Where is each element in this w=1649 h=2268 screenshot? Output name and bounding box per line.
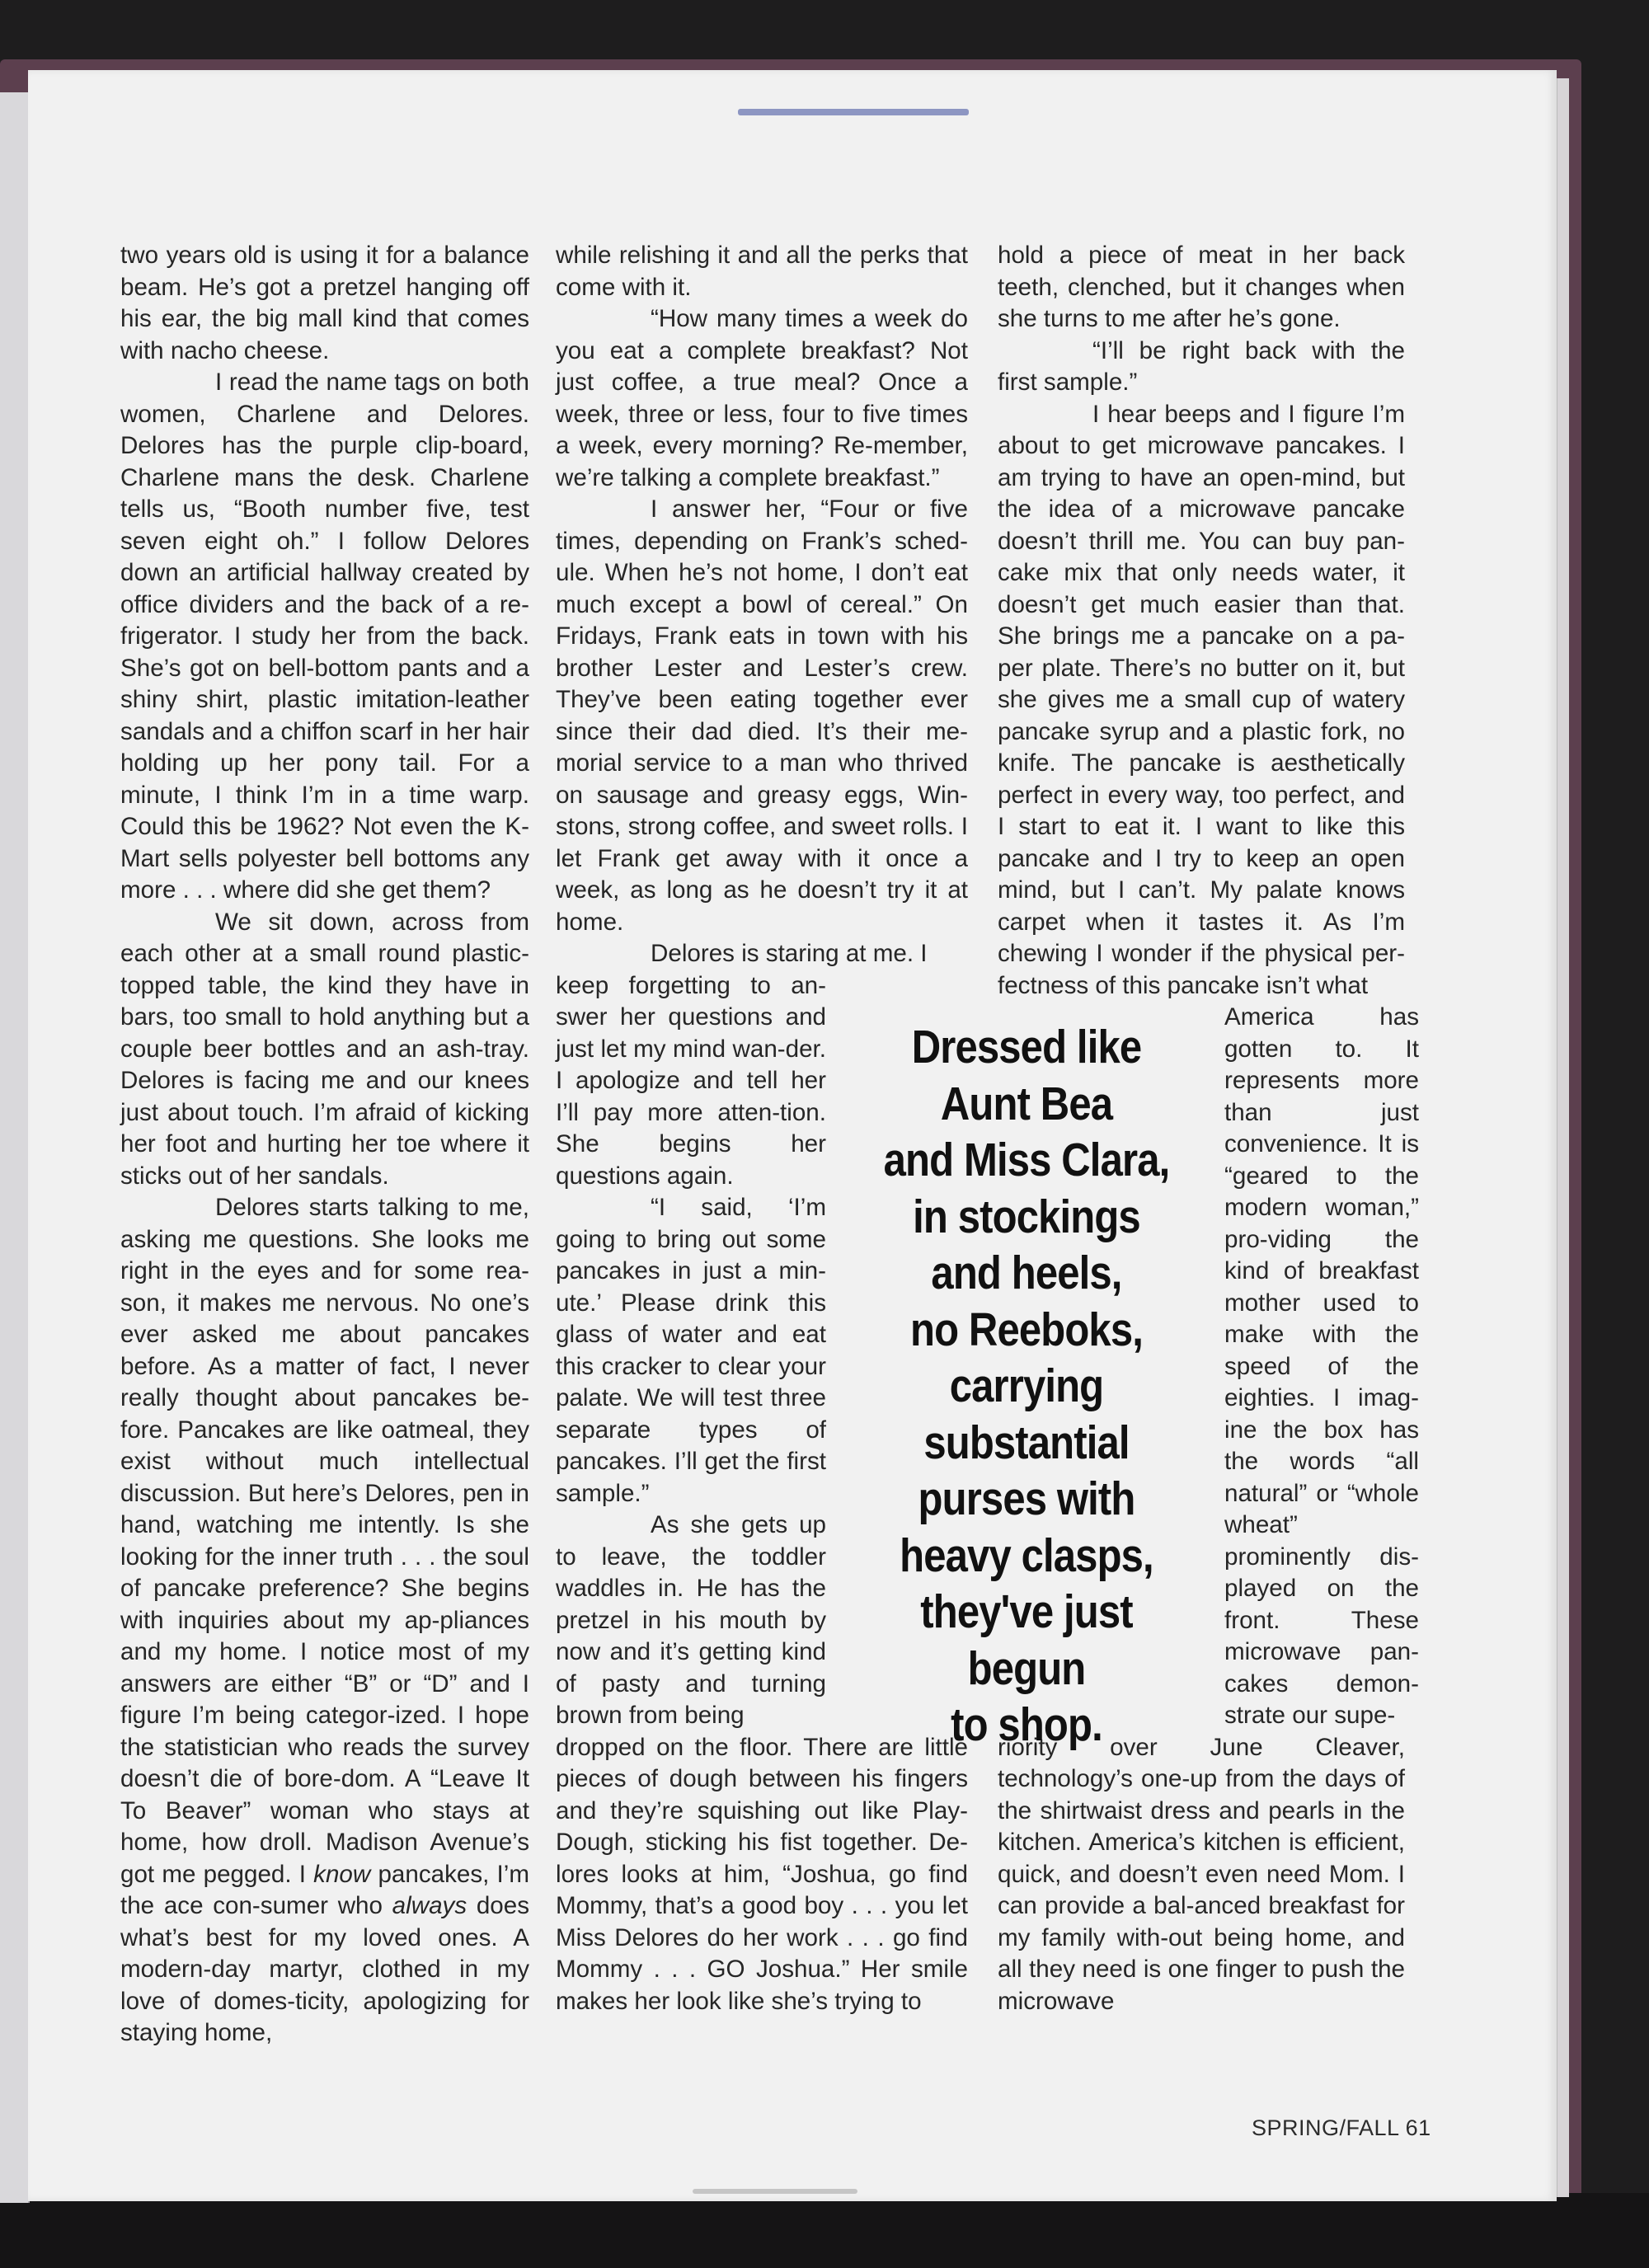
paragraph: Delores is staring at me. I — [651, 940, 928, 967]
page-folio: SPRING/FALL 61 — [1252, 2115, 1431, 2140]
pull-quote-line: to shop. — [951, 1698, 1102, 1751]
text-column-1 — [120, 240, 529, 2050]
pull-quote-line: no Reeboks, — [909, 1303, 1143, 1356]
facing-page-edge — [0, 92, 30, 2203]
paragraph: I read the name tags on both women, Charlene and Delores. Delores has the purple clip-board, Charlene mans the desk. Charlene tells us, “Booth number five, test seven eight oh.” I follow Delores down an artificial hallway created by office dividers and the back of a re-frigerator. I study her from the back. She’s got on bell-bottom pants and a shiny shirt, plastic imitation-leather sandals and a chiffon scarf in her hair holding up her pony tail. For a minute, I think I’m in a time warp. Could this be 1962? Not even the K-Mart sells polyester bell bottoms any more . . . where did she get them? — [120, 369, 529, 904]
pull-quote-line: Aunt Bea — [940, 1077, 1113, 1130]
pull-quote-line: heavy clasps, — [900, 1528, 1153, 1582]
pull-quote-line: and Miss Clara, — [883, 1134, 1170, 1186]
paragraph: I answer her, “Four or five times, depending on Frank’s sched-ule. When he’s not home, I don’t eat much except a bowl of cereal.” On Fridays, Frank eats in town with his brother Lester and Lester’s crew. They’ve been eating together ever since their dad died. It’s their me-morial service to a man who thrived on sausage and greasy eggs, Win-stons, strong coffee, and sweet rolls. I let Frank get away with it once a week, as long as he doesn’t try it at home. — [556, 495, 968, 936]
paragraph: two years old is using it for a balance beam. He’s got a pretzel hanging off his ear, the big mall kind that comes with nacho cheese. — [120, 242, 529, 364]
wrapped-text — [1224, 1002, 1419, 1732]
paragraph: while relishing it and all the perks that come with it. — [556, 242, 968, 301]
paragraph: hold a piece of meat in her back teeth, clenched, but it changes when she turns to me after he’s gone. — [998, 242, 1405, 332]
page-edges — [1557, 78, 1569, 2197]
pull-quote-line: and heels, — [931, 1247, 1122, 1299]
paragraph-text: pancakes, I’m the ace con-sumer who — [120, 1860, 529, 1919]
pull-quote-line: carrying substantial — [923, 1359, 1130, 1469]
paragraph: “I’ll be right back with the first sample.” — [998, 336, 1405, 396]
background — [0, 2193, 1649, 2268]
wrapped-text — [556, 970, 826, 1732]
pull-quote-line: Dressed like — [911, 1021, 1142, 1073]
pull-quote-line: they've just — [920, 1585, 1133, 1638]
pull-quote — [860, 1019, 1193, 1754]
emphasis: know — [313, 1860, 371, 1888]
paragraph: “How many times a week do you eat a complete breakfast? Not just coffee, a true meal? Once a week, three or less, four to five times a week, every morning? Re-member, we’re talking a complete breakfast.” — [556, 305, 968, 491]
paragraph: I hear beeps and I figure I’m about to get microwave pancakes. I am trying to have an open-mind, but the idea of a microwave pancake doesn’t thrill me. You can buy pan-cake mix that only needs water, it doesn’t get much easier than that. She brings me a pancake on a pa-per plate. There’s no butter on it, but she gives me a small cup of watery pancake syrup and a plastic fork, no knife. The pancake is aesthetically perfect in every way, too perfect, and I start to eat it. I want to like this pancake and I try to keep an open mind, but I can’t. My palate knows carpet when it tastes it. As I’m chewing I wonder if the physical per-fectness of this pancake isn’t what — [998, 400, 1405, 999]
paragraph: America has gotten to. It represents more than just convenience. It is “geared to the modern woman,” pro-viding the kind of breakfast mother used to make with the speed of the eighties. I imag-ine the box has the words “all natural” or “whole wheat” prominently dis-played on the front. These microwave pan-cakes demon-strate our supe- — [1224, 1003, 1419, 1729]
paragraph: dropped on the floor. There are little pieces of dough between his fingers and they’re squishing out like Play-Dough, sticking his fist together. De-lores looks at him, “Joshua, go find Mommy, that’s a good boy . . . you let Miss Delores do her work . . . go find Mommy . . . GO Joshua.” Her smile makes her look like she’s trying to — [556, 1733, 968, 2015]
paragraph: riority over June Cleaver, technology’s one-up from the days of the shirtwaist dress and pearls in the kitchen. America’s kitchen is efficient, quick, and doesn’t even need Mom. I can provide a bal-anced breakfast for my family with-out being home, and all they need is one finger to push the microwave — [998, 1733, 1405, 2015]
pull-quote-line: in stockings — [913, 1190, 1140, 1243]
paragraph: We sit down, across from each other at a small round plastic-topped table, the kind they have in bars, too small to hold anything but a couple beer bottles and an ash-tray. Delores is facing me and our knees just about touch. I’m afraid of kicking her foot and hurting her toe where it sticks out of her sandals. — [120, 908, 529, 1190]
paragraph: “I said, ‘I’m going to bring out some pancakes in just a min-ute.’ Please drink this glass of water and eat this cracker to clear your palate. We will test three separate types of pancakes. I’ll get the first sample.” — [556, 1194, 826, 1507]
emphasis: always — [392, 1892, 467, 1919]
paragraph — [120, 1192, 529, 2050]
paragraph-text: Delores starts talking to me, asking me questions. She looks me right in the eyes and for some rea-son, it makes me nervous. No one’s ever asked me about pancakes before. As a matter of fact, I never really thought about pancakes be-fore. Pancakes are like oatmeal, they exist without much intellectual discussion. But here’s Delores, pen in hand, watching me intently. Is she looking for the inner truth . . . the soul of pancake preference? She begins with inquiries about my ap-pliances and my home. I notice most of my answers are either “B” or “D” and I figure I’m being categor-ized. I hope the statistician who reads the survey doesn’t die of bore-dom. A “Leave It To Beaver” woman who stays at home, how droll. Madison Avenue’s got me pegged. I — [120, 1194, 529, 1888]
ink-bleed-mark-bottom — [693, 2189, 857, 2194]
paragraph: As she gets up to leave, the toddler waddles in. He has the pretzel in his mouth by now and it’s getting kind of pasty and turning brown from being — [556, 1511, 826, 1729]
ink-bleed-mark — [738, 109, 969, 115]
paragraph: keep forgetting to an-swer her questions and just let my mind wan-der. I apologize and tell her I’ll pay more atten-tion. She begins her questions again. — [556, 971, 826, 1190]
pull-quote-line: purses with — [918, 1472, 1135, 1525]
pull-quote-line: begun — [967, 1641, 1086, 1695]
paragraph-text: does what’s best for my loved ones. A modern-day martyr, clothed in my love of domes-ticity, apologizing for staying home, — [120, 1892, 529, 2046]
